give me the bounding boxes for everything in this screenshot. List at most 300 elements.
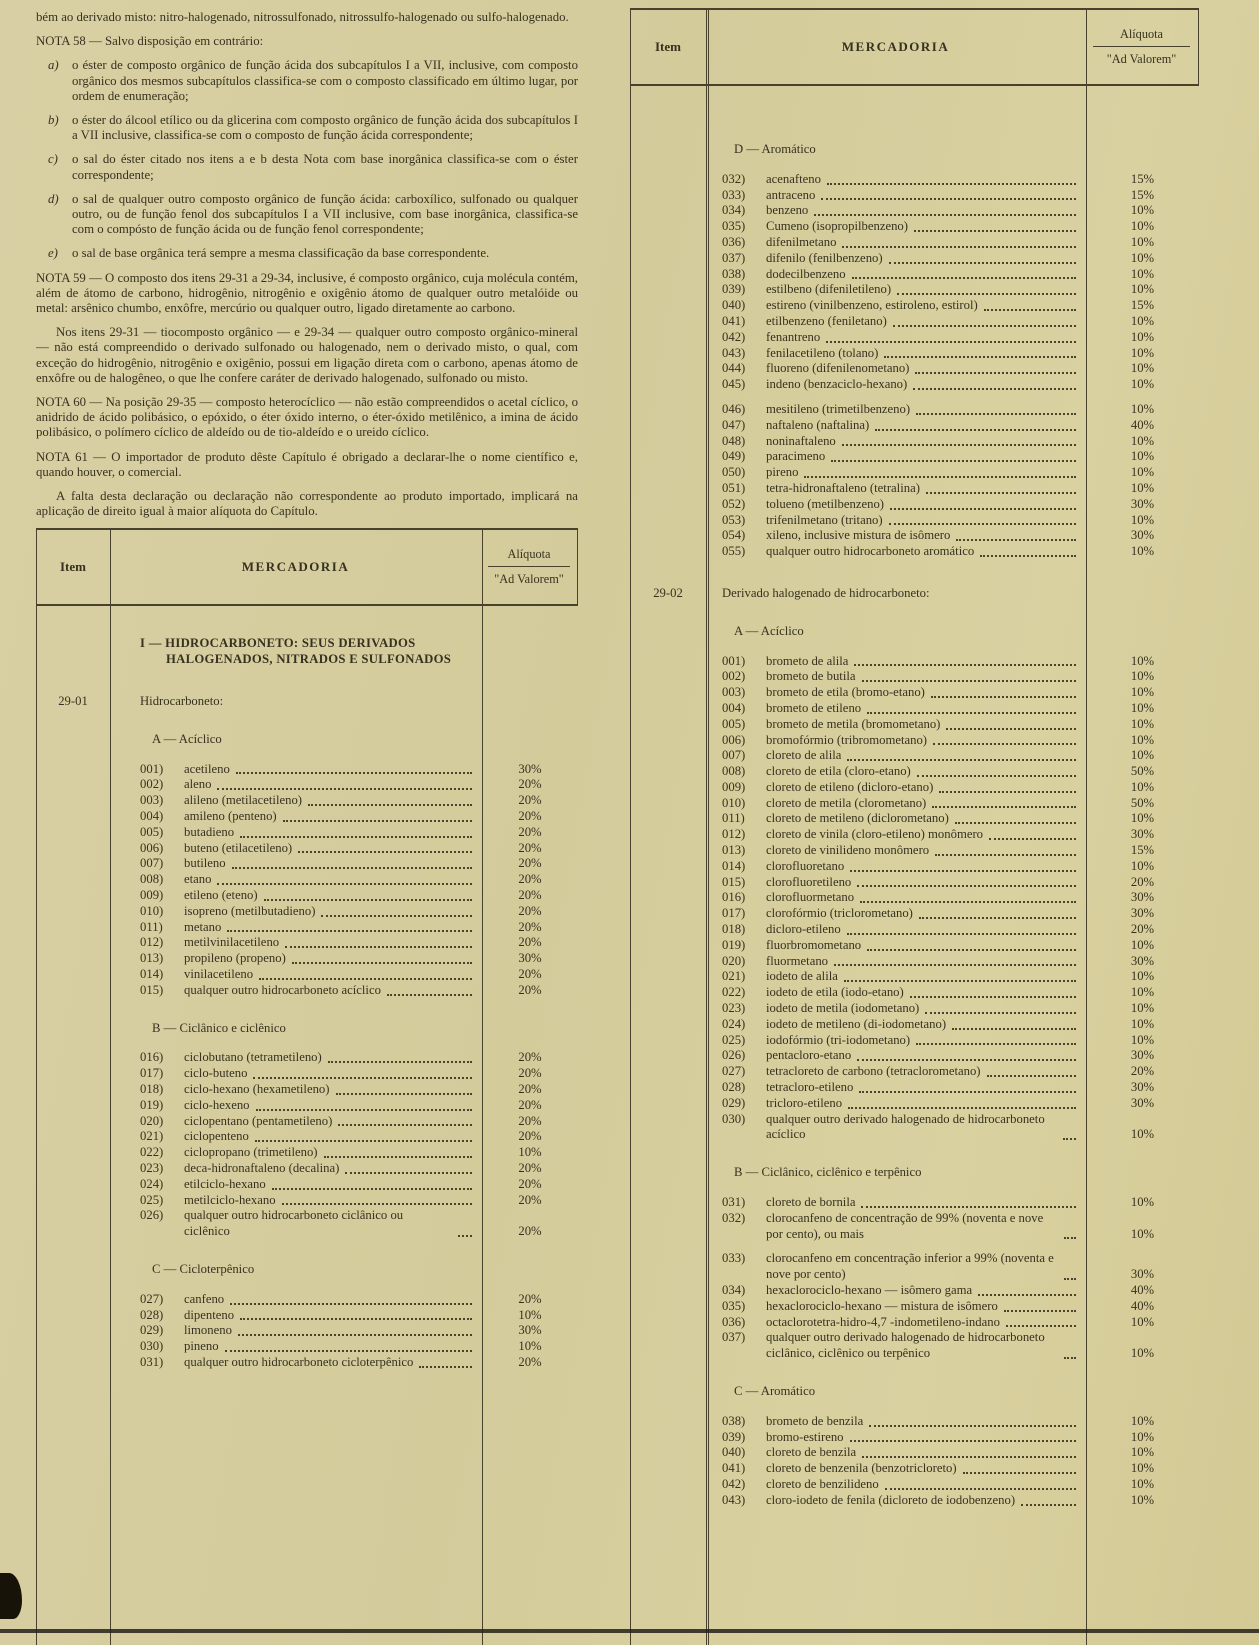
item-main-cell (706, 827, 1086, 843)
item-main-cell (706, 1493, 1086, 1509)
item-rate-cell: 10% (1130, 1195, 1155, 1210)
item-main-cell (706, 203, 1086, 219)
item-rate-cell: 10% (518, 1145, 542, 1160)
item-main-cell (706, 969, 1086, 985)
item-rate-cell: 50% (1130, 795, 1155, 810)
item-description: qualquer outro hidrocarboneto cicloterpênico (184, 1354, 414, 1369)
item-rate-cell: 10% (1130, 433, 1155, 448)
item-number: 054) (722, 528, 746, 543)
item-main-cell (706, 985, 1086, 1001)
item-main-cell (706, 1384, 1086, 1400)
item-code-cell (630, 701, 706, 717)
aliquota-header-label: Alíquota (488, 547, 571, 567)
table-row (630, 298, 1199, 314)
item-rate-cell: 30% (1130, 827, 1155, 842)
item-main-cell (706, 1251, 1086, 1283)
item-main-cell (706, 377, 1086, 393)
item-main-cell (110, 1177, 482, 1193)
item-rate-cell: 20% (518, 777, 542, 792)
item-description: ciclobutano (tetrametileno) (184, 1050, 322, 1065)
vertical-rule (110, 528, 111, 1645)
item-main-cell (110, 841, 482, 857)
dot-leader (1004, 1310, 1076, 1312)
item-rate-cell: 10% (1130, 1346, 1155, 1361)
item-main-cell (110, 904, 482, 920)
table-header (36, 528, 578, 606)
group-heading: C — Aromático (734, 1383, 816, 1398)
item-code-cell (630, 1283, 706, 1299)
item-main-cell (110, 1292, 482, 1308)
item-description: indeno (benzaciclo-hexano) (766, 377, 908, 392)
item-code-cell (630, 235, 706, 251)
item-header-label: Item (655, 39, 681, 54)
item-main-cell (110, 1114, 482, 1130)
item-main-cell (706, 330, 1086, 346)
table-row (630, 1080, 1199, 1096)
table-row (630, 1096, 1199, 1112)
item-code-cell (630, 497, 706, 513)
item-rate-cell: 20% (1130, 1064, 1155, 1079)
item-code-cell (36, 1098, 110, 1114)
item-number: 012) (140, 935, 164, 950)
dot-leader (814, 214, 1076, 216)
item-description: metilvinilacetileno (184, 935, 280, 950)
note-lettered-item (36, 192, 578, 238)
table-row (630, 890, 1199, 906)
item-rate-cell: 10% (1130, 266, 1155, 281)
position-description: Hidrocarboneto: (140, 694, 224, 709)
dot-leader (956, 539, 1076, 541)
table-row (630, 922, 1199, 938)
item-main-cell (110, 762, 482, 778)
item-description: bromo-estireno (766, 1429, 844, 1444)
dot-leader (1006, 1325, 1076, 1327)
dot-leader (217, 788, 472, 790)
item-rate-cell: 15% (1130, 843, 1155, 858)
item-number: 055) (722, 544, 746, 559)
item-rate-cell: 20% (518, 1354, 542, 1369)
item-rate-cell: 10% (1130, 512, 1155, 527)
item-description: cloro-iodeto de fenila (dicloreto de iodobenzeno) (766, 1492, 1016, 1507)
dot-leader (850, 870, 1076, 872)
item-number: 043) (722, 345, 746, 360)
item-code-cell (36, 1308, 110, 1324)
table-row (36, 967, 578, 983)
table-row (630, 654, 1199, 670)
item-code-cell (36, 904, 110, 920)
item-code-cell (630, 1048, 706, 1064)
item-rate-cell: 20% (518, 840, 542, 855)
item-code-cell (630, 481, 706, 497)
item-main-cell (110, 888, 482, 904)
item-number: 048) (722, 433, 746, 448)
item-description: clorocanfeno em concentração inferior a 99% (noventa e nove por cento) (766, 1251, 1054, 1282)
dot-leader (978, 1294, 1076, 1296)
item-rate-cell: 20% (518, 1050, 542, 1065)
item-number: 053) (722, 512, 746, 527)
note-lettered-item (36, 58, 578, 104)
note-lettered-item (36, 113, 578, 143)
item-rate-cell: 10% (1130, 480, 1155, 495)
dot-leader (328, 1061, 472, 1063)
table-row (630, 669, 1199, 685)
item-number: 044) (722, 361, 746, 376)
item-main-cell (706, 314, 1086, 330)
table-row (36, 1082, 578, 1098)
item-description: pineno (184, 1339, 219, 1354)
item-number: 041) (722, 313, 746, 328)
item-rate-cell: 20% (518, 888, 542, 903)
dot-leader (935, 854, 1076, 856)
dot-leader (867, 949, 1076, 951)
item-main-cell (706, 701, 1086, 717)
item-code-cell (630, 1112, 706, 1144)
dot-leader (913, 388, 1076, 390)
dot-leader (842, 444, 1076, 446)
item-rate-cell: 10% (1130, 779, 1155, 794)
item-rate-cell: 30% (1130, 953, 1155, 968)
item-rate-cell: 30% (1130, 906, 1155, 921)
item-rate-cell: 10% (1130, 203, 1155, 218)
item-description: cloreto de benzilideno (766, 1476, 879, 1491)
table-row (630, 1001, 1199, 1017)
item-number: 036) (722, 1314, 746, 1329)
item-rate-cell: 10% (1130, 811, 1155, 826)
item-main-cell (110, 951, 482, 967)
item-number: 022) (140, 1145, 164, 1160)
table-row (630, 251, 1199, 267)
table-row (630, 267, 1199, 283)
item-code-cell (36, 983, 110, 999)
item-number: 017) (722, 906, 746, 921)
item-code-cell (630, 1080, 706, 1096)
item-rate-cell: 20% (518, 1224, 542, 1239)
group-heading: C — Cicloterpênico (152, 1261, 255, 1276)
table-row (630, 377, 1199, 393)
item-main-cell (706, 954, 1086, 970)
dot-leader (804, 476, 1076, 478)
dot-leader (345, 1172, 472, 1174)
note-text: o sal de qualquer outro composto orgânico de função ácida: carboxílico, sulfonado ou qualquer outro, ou de função fenol dos subcapítulos I a VII inclusive, com base inorgânica, classifica-se com o compósto de função ácida ou de função fenol correspondente; (72, 191, 578, 237)
table-row (36, 1262, 578, 1278)
item-rate-cell: 10% (518, 1339, 542, 1354)
center-divider-rule (706, 8, 709, 1645)
item-code-cell: 29-02 (653, 585, 683, 600)
item-rate-cell: 30% (1130, 1267, 1155, 1282)
dot-leader (869, 1425, 1076, 1427)
item-main-cell (706, 586, 1086, 602)
table-row (630, 1017, 1199, 1033)
item-rate-cell: 10% (1130, 1001, 1155, 1016)
item-main-cell (706, 1445, 1086, 1461)
item-rate-cell: 10% (1130, 1413, 1155, 1428)
item-number: 021) (722, 969, 746, 984)
dot-leader (989, 838, 1076, 840)
item-description: metilciclo-hexano (184, 1192, 276, 1207)
table-row (630, 142, 1199, 158)
item-number: 023) (722, 1001, 746, 1016)
item-code-cell (630, 434, 706, 450)
item-rate-cell: 10% (1130, 361, 1155, 376)
table-row (36, 1177, 578, 1193)
item-number: 014) (722, 858, 746, 873)
item-description: cloreto de bornila (766, 1195, 856, 1210)
item-code-cell (36, 967, 110, 983)
item-main-cell (706, 528, 1086, 544)
item-code-cell (36, 825, 110, 841)
item-rate-cell: 10% (1130, 465, 1155, 480)
item-main-cell (110, 1323, 482, 1339)
item-main-cell (706, 654, 1086, 670)
dot-leader (854, 664, 1076, 666)
item-number: 008) (722, 764, 746, 779)
item-rate-cell: 10% (1130, 282, 1155, 297)
item-rate-cell: 30% (1130, 528, 1155, 543)
item-description: estireno (vinilbenzeno, estiroleno, estirol) (766, 298, 978, 313)
dot-leader (240, 1318, 472, 1320)
item-number: 045) (722, 377, 746, 392)
item-number: 025) (722, 1032, 746, 1047)
table-row (630, 314, 1199, 330)
item-number: 034) (722, 203, 746, 218)
item-rate-cell: 10% (518, 1307, 542, 1322)
item-code-cell (36, 1193, 110, 1209)
item-rate-cell: 20% (518, 1291, 542, 1306)
dot-leader (914, 230, 1076, 232)
table-row (36, 920, 578, 936)
item-main-cell (706, 1096, 1086, 1112)
item-number: 002) (140, 777, 164, 792)
table-row (630, 701, 1199, 717)
table-row (36, 872, 578, 888)
item-code-cell (630, 219, 706, 235)
column-header-mercadoria (110, 530, 481, 604)
item-code-cell (630, 985, 706, 1001)
item-main-cell (706, 544, 1086, 560)
item-code-cell (630, 624, 706, 640)
item-number: 027) (140, 1291, 164, 1306)
item-main-cell (110, 809, 482, 825)
item-main-cell (706, 481, 1086, 497)
item-rate-cell: 30% (518, 1323, 542, 1338)
dot-leader (861, 1206, 1076, 1208)
item-main-cell (110, 920, 482, 936)
item-number: 050) (722, 465, 746, 480)
group-heading: B — Ciclânico, ciclênico e terpênico (734, 1165, 922, 1180)
left-tariff-table (36, 528, 578, 1645)
note-lettered-item (36, 152, 578, 182)
item-rate-cell: 20% (518, 809, 542, 824)
note-letter-label: d) (48, 191, 59, 206)
item-description: clorofluoretileno (766, 874, 852, 889)
item-number: 039) (722, 282, 746, 297)
item-description: clorofluoretano (766, 858, 845, 873)
item-rate-cell: 10% (1130, 1127, 1155, 1142)
table-row (630, 402, 1199, 418)
item-number: 030) (140, 1339, 164, 1354)
item-rate-cell: 10% (1130, 1445, 1155, 1460)
item-number: 033) (722, 187, 746, 202)
item-rate-cell: 10% (1130, 1429, 1155, 1444)
table-row (36, 1161, 578, 1177)
table-row (630, 624, 1199, 640)
dot-leader (227, 930, 472, 932)
table-row (630, 1299, 1199, 1315)
table-row (630, 586, 1199, 602)
table-row (630, 1330, 1199, 1362)
dot-leader (980, 555, 1076, 557)
table-row (630, 985, 1199, 1001)
dot-leader (862, 680, 1077, 682)
table-row (36, 951, 578, 967)
table-row (630, 1251, 1199, 1283)
dot-leader (984, 309, 1076, 311)
item-main-cell (110, 1161, 482, 1177)
mercadoria-header-label: MERCADORIA (841, 39, 950, 54)
item-main-cell (706, 1001, 1086, 1017)
item-rate-cell: 15% (1130, 298, 1155, 313)
dot-leader (946, 728, 1076, 730)
table-row (36, 1308, 578, 1324)
section-heading: I — HIDROCARBONETO: SEUS DERIVADOS HALOGENADOS, NITRADOS E SULFONADOS (140, 636, 452, 667)
item-code-cell (630, 1001, 706, 1017)
item-code-cell (630, 1315, 706, 1331)
item-rate-cell: 10% (1130, 449, 1155, 464)
item-rate-cell: 20% (518, 903, 542, 918)
item-code-cell (630, 954, 706, 970)
dot-leader (230, 1303, 472, 1305)
table-row (630, 1493, 1199, 1509)
item-main-cell (706, 219, 1086, 235)
dot-leader (926, 492, 1076, 494)
item-rate-cell: 10% (1130, 937, 1155, 952)
dot-leader (308, 804, 472, 806)
item-rate-cell: 20% (518, 935, 542, 950)
item-code-cell (630, 859, 706, 875)
item-number: 006) (140, 840, 164, 855)
dot-leader (890, 508, 1076, 510)
item-main-cell (706, 418, 1086, 434)
item-description: acenafteno (766, 171, 821, 186)
item-number: 031) (722, 1195, 746, 1210)
table-row (36, 1050, 578, 1066)
dot-leader (917, 775, 1076, 777)
item-description: vinilacetileno (184, 967, 254, 982)
item-rate-cell: 10% (1130, 1492, 1155, 1507)
item-code-cell (630, 1251, 706, 1283)
item-description: brometo de alila (766, 653, 849, 668)
dot-leader (847, 759, 1076, 761)
item-code-cell (630, 172, 706, 188)
item-code-cell (630, 811, 706, 827)
item-rate-cell: 10% (1130, 969, 1155, 984)
dot-leader (897, 293, 1076, 295)
item-rate-cell: 20% (518, 824, 542, 839)
item-code-cell (630, 282, 706, 298)
item-description: cloreto de etileno (dicloro-etano) (766, 779, 934, 794)
table-row (36, 1114, 578, 1130)
dot-leader (387, 994, 472, 996)
item-code-cell (630, 717, 706, 733)
item-main-cell (706, 922, 1086, 938)
item-code-cell (630, 346, 706, 362)
item-code-cell (36, 1050, 110, 1066)
item-code-cell (630, 361, 706, 377)
item-description: noninaftaleno (766, 433, 836, 448)
item-main-cell (706, 1315, 1086, 1331)
item-code-cell (630, 922, 706, 938)
item-rate-cell: 40% (1130, 417, 1155, 432)
dot-leader (831, 460, 1076, 462)
dot-leader (857, 885, 1076, 887)
item-rate-cell: 10% (1130, 401, 1155, 416)
item-description: acetileno (184, 761, 230, 776)
item-number: 028) (140, 1307, 164, 1322)
item-description: cloreto de metileno (diclorometano) (766, 811, 949, 826)
right-table-body (630, 86, 1199, 1645)
dot-leader (272, 1188, 472, 1190)
item-main-cell (706, 733, 1086, 749)
dot-leader (458, 1235, 472, 1237)
item-code-cell (630, 1414, 706, 1430)
item-code-cell (630, 298, 706, 314)
item-main-cell (110, 732, 482, 748)
item-number: 038) (722, 1413, 746, 1428)
item-description: buteno (etilacetileno) (184, 840, 293, 855)
note-paragraph: Nos itens 29-31 — tiocomposto orgânico — e 29-34 — qualquer outro composto orgânico-mineral — não está compreendido o derivado sulfonado ou halogenado, nem o derivado misto, o qual, com exceção do hidrogênio, nitrogênio e oxigênio, possui em ligação direta com o carbono, apenas átomo de enxôfre ou de halogêneo, o que lhe confere caráter de derivado halogenado, sulfonado ou misto. (36, 325, 578, 385)
dot-leader (282, 1203, 472, 1205)
item-main-cell (706, 1283, 1086, 1299)
dot-leader (336, 1093, 473, 1095)
item-main-cell (706, 402, 1086, 418)
item-main-cell (110, 1193, 482, 1209)
item-rate-cell: 10% (1130, 653, 1155, 668)
item-description: etileno (eteno) (184, 888, 258, 903)
item-rate-cell: 10% (1130, 985, 1155, 1000)
item-number: 011) (722, 811, 745, 826)
table-row (630, 875, 1199, 891)
item-number: 041) (722, 1461, 746, 1476)
item-code-cell (36, 1114, 110, 1130)
item-main-cell (706, 465, 1086, 481)
table-row (36, 777, 578, 793)
note-paragraph: NOTA 61 — O importador de produto dêste Capítulo é obrigado a declarar-lhe o nome científico e, quando houver, o comercial. (36, 449, 578, 479)
item-code-cell (630, 1384, 706, 1400)
group-heading: A — Acíclico (734, 623, 804, 638)
table-row (630, 1211, 1199, 1243)
item-rate-cell: 10% (1130, 234, 1155, 249)
item-description: paracimeno (766, 449, 826, 464)
item-code-cell (630, 418, 706, 434)
dot-leader (916, 1043, 1076, 1045)
item-number: 026) (722, 1048, 746, 1063)
dot-leader (256, 1109, 472, 1111)
item-number: 032) (722, 1210, 746, 1225)
item-code-cell (630, 1096, 706, 1112)
item-number: 004) (722, 700, 746, 715)
item-number: 019) (140, 1097, 164, 1112)
item-rate-cell: 30% (1130, 496, 1155, 511)
item-description: etano (184, 872, 212, 887)
item-code-cell (630, 251, 706, 267)
item-number: 047) (722, 417, 746, 432)
item-description: tetracloro-etileno (766, 1080, 854, 1095)
item-description: deca-hidronaftaleno (decalina) (184, 1161, 340, 1175)
item-code-cell (36, 1129, 110, 1145)
item-number: 013) (140, 951, 164, 966)
item-main-cell (110, 777, 482, 793)
table-row (630, 434, 1199, 450)
